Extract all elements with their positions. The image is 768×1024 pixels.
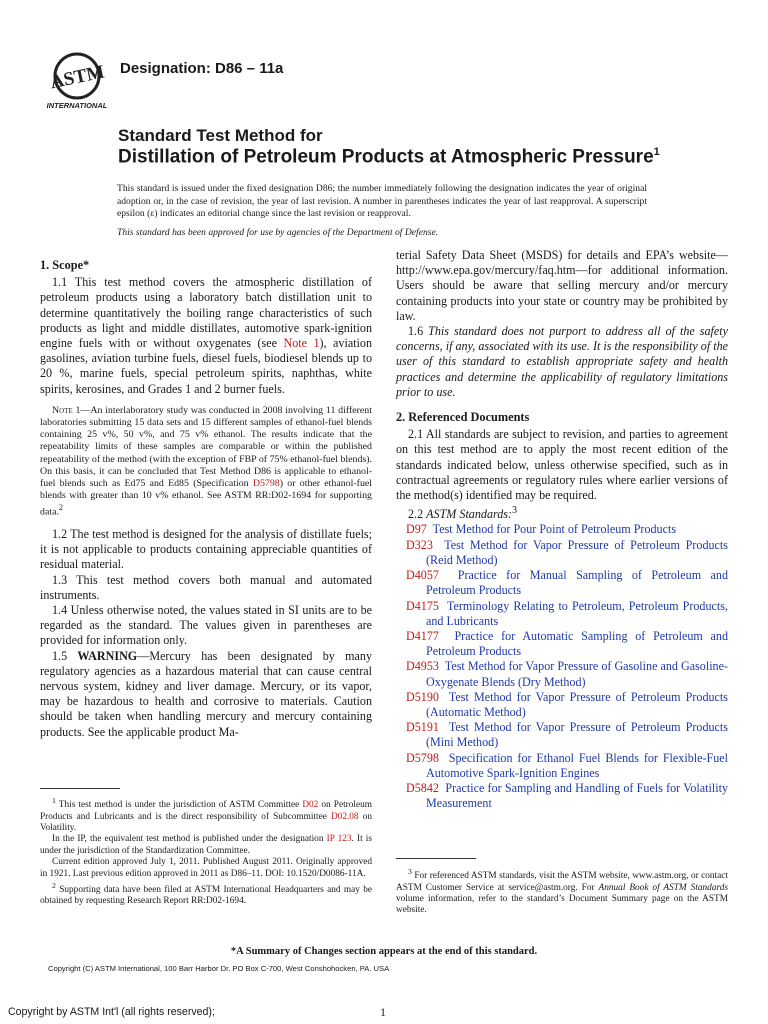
- reference-code[interactable]: D5191: [406, 720, 439, 735]
- astm-logo-mark: [42, 50, 112, 112]
- note-text-a: —An interlaboratory study was conducted in 2008 involving 11 different laboratories submitting 15 data sets and 15 different samples of ethanol-fuel blends containing 25 v%, 50 v%, and 75 v% ethanol. The results indicate that the repeatability limits of these samples are comparable or within the published repeatability of the method (with the exception of FBP of 75% ethanol-fuel blends). On this basis, it can be concluded that Test Method D86 is applicable to ethanol-fuel blends such as Ed75 and Ed85 (Specification: [40, 404, 372, 490]
- copyright-address: Copyright (C) ASTM International, 100 Barr Harbor Dr. PO Box C-700, West Conshohocken, PA. USA: [48, 964, 390, 973]
- reference-code[interactable]: D4953: [406, 659, 439, 674]
- footnotes-right: [396, 866, 728, 917]
- copyright-notice: Copyright by ASTM Int'l (all rights reserved);: [8, 1006, 215, 1018]
- reference-item[interactable]: [396, 720, 728, 750]
- paragraph-1-5: [40, 649, 372, 740]
- reference-title[interactable]: Practice for Automatic Sampling of Petroleum and Petroleum Products: [426, 628, 728, 659]
- left-column: [40, 258, 372, 740]
- fn1-text-b: on Petroleum Products and Lubricants and is the direct responsibility of Subcommittee: [40, 800, 372, 822]
- reference-item[interactable]: [396, 781, 728, 811]
- astm-logo: [42, 50, 112, 112]
- reference-title[interactable]: Test Method for Vapor Pressure of Gasoline and Gasoline-Oxygenate Blends (Dry Method): [426, 659, 728, 689]
- footnote-1: [40, 795, 372, 834]
- note-text-b: ) or other ethanol-fuel blends with greater than 10 v% ethanol. See ASTM RR:D02-1694 for supporting data.: [40, 478, 373, 518]
- footnote-2-label: 2: [52, 880, 56, 890]
- preamble: This standard is issued under the fixed designation D86; the number immediately following the designation indicates the year of original adoption or, in the case of revision, the year of last revision. A number in parentheses indicates the year of last reapproval. A superscript epsilon (ε) indicates an editorial change since the last revision or reapproval.: [117, 183, 647, 220]
- page-number: 1: [380, 1005, 386, 1019]
- paragraph-1-3: 1.3 This test method covers both manual and automated instruments.: [40, 572, 372, 602]
- title-text: Distillation of Petroleum Products at Atmospheric Pressure: [118, 146, 654, 168]
- note-label: Note 1: [52, 404, 81, 416]
- astm-standards-label: ASTM Standards:: [426, 507, 513, 522]
- reference-code[interactable]: D5842: [406, 780, 439, 795]
- logo-subtext: INTERNATIONAL: [46, 101, 108, 110]
- reference-item[interactable]: [396, 538, 728, 568]
- p1-1-text-b: ), aviation gasolines, aviation turbine fuels, diesel fuels, biodiesel blends up to 20 %, marine fuels, special petroleum spirits, naphthas, white spirits, kerosines, and Grades 1 and 2 burner fuels.: [40, 336, 372, 396]
- fn3-italic: Annual Book of ASTM Standards: [598, 882, 728, 893]
- reference-item[interactable]: [396, 659, 728, 689]
- footnote-3: [396, 866, 728, 917]
- paragraph-1-2: 1.2 The test method is designed for the analysis of distillate fuels; it is not applicable to products containing appreciable quantities of residual material.: [40, 526, 372, 572]
- logo-text: ASTM: [48, 61, 107, 94]
- reference-title[interactable]: Test Method for Pour Point of Petroleum Products: [432, 522, 677, 537]
- reference-item[interactable]: [396, 629, 728, 659]
- reference-item[interactable]: [396, 568, 728, 598]
- note-1-link[interactable]: Note 1: [283, 336, 320, 351]
- reference-title[interactable]: Test Method for Vapor Pressure of Petroleum Products (Reid Method): [426, 537, 728, 567]
- paragraph-1-4: 1.4 Unless otherwise noted, the values stated in SI units are to be regarded as the standard. The values given in parentheses are provided for information only.: [40, 602, 372, 648]
- approval-statement: This standard has been approved for use by agencies of the Department of Defense.: [117, 227, 439, 238]
- ip-123-link[interactable]: IP 123: [326, 834, 352, 845]
- reference-title[interactable]: Test Method for Vapor Pressure of Petroleum Products (Automatic Method): [426, 689, 728, 719]
- fn3-text-b: volume information, refer to the standard’s Document Summary page on the ASTM website.: [396, 893, 728, 916]
- reference-item[interactable]: [396, 690, 728, 720]
- reference-item[interactable]: [396, 751, 728, 781]
- fn1-ip-text-a: In the IP, the equivalent test method is published under the designation: [52, 834, 327, 845]
- paragraph-1-5-continued: terial Safety Data Sheet (MSDS) for details and EPA’s website—http://www.epa.gov/mercury/faq.htm—for additional information. Users should be aware that selling mercury and/or mercury containing products into your state or country may be prohibited by law.: [396, 248, 728, 323]
- paragraph-2-1: 2.1 All standards are subject to revision, and parties to agreement on this test method are to apply the most recent edition of the standards indicated below, unless otherwise specified, such as in contractual agreements or regulatory rules where earlier versions of the method(s) identified may be required.: [396, 427, 728, 503]
- fn3-text-a: For referenced ASTM standards, visit the ASTM website, www.astm.org, or contact ASTM Customer Service at service@astm.org. For: [396, 871, 728, 893]
- reference-code[interactable]: D4175: [406, 598, 439, 613]
- reference-title[interactable]: Practice for Sampling and Handling of Fuels for Volatility Measurement: [426, 780, 729, 811]
- reference-code[interactable]: D5798: [406, 750, 439, 765]
- p1-6-num: 1.6: [408, 324, 429, 339]
- footnote-3-mark[interactable]: 3: [512, 505, 518, 517]
- reference-title[interactable]: Practice for Manual Sampling of Petroleum and Petroleum Products: [426, 568, 728, 598]
- footnote-3-label: 3: [408, 867, 412, 876]
- footnotes-left: [40, 795, 372, 908]
- reference-code[interactable]: D5190: [406, 689, 439, 704]
- fn1-text-c: on Volatility.: [40, 811, 372, 833]
- summary-of-changes-note: *A Summary of Changes section appears at the end of this standard.: [230, 946, 538, 957]
- note-1: [40, 405, 372, 519]
- section-heading-references: 2. Referenced Documents: [396, 410, 530, 425]
- reference-title[interactable]: Test Method for Vapor Pressure of Petroleum Products (Mini Method): [426, 720, 728, 750]
- designation: Designation: D86 – 11a: [120, 60, 284, 77]
- section-heading-scope: 1. Scope*: [40, 258, 90, 272]
- d02-link[interactable]: D02: [302, 800, 319, 811]
- footnote-1-edition: Current edition approved July 1, 2011. Published August 2011. Originally approved in 1921. Last previous edition approved in 2011 as D86–11. DOI: 10.1520/D0086-11A.: [40, 857, 372, 879]
- paragraph-2-2: [396, 503, 728, 522]
- fn1-text-a: This test method is under the jurisdiction of ASTM Committee: [55, 800, 303, 811]
- p1-1-text-a: 1.1 This test method covers the atmospheric distillation of petroleum products using a laboratory batch distillation unit to determine quantitatively the boiling range characteristics of such products as light and middle distillates, automotive spark-ignition engine fuels with or without oxygenates (see: [40, 275, 372, 351]
- reference-item[interactable]: [396, 522, 728, 537]
- reference-code[interactable]: D323: [406, 537, 433, 552]
- footnote-1-ip: [40, 834, 372, 857]
- reference-code[interactable]: D4057: [406, 568, 439, 583]
- d02-08-link[interactable]: D02.08: [330, 811, 359, 822]
- footnote-2-mark[interactable]: 2: [58, 503, 64, 513]
- footnote-2: [40, 880, 372, 908]
- title-line2: [118, 146, 660, 168]
- p1-6-text: This standard does not purport to address all of the safety concerns, if any, associated with its use. It is the responsibility of the user of this standard to establish appropriate safety and health practices and determine the applicability of regulatory limitations prior to use.: [396, 324, 728, 399]
- d5798-link[interactable]: D5798: [252, 478, 280, 490]
- reference-list: [396, 522, 728, 811]
- paragraph-1-6: [396, 324, 728, 400]
- p1-5-text: —Mercury has been designated by many regulatory agencies as a hazardous material that can cause central nervous system, kidney and liver damage. Mercury, or its vapor, may be hazardous to health and corrosive to materials. Caution should be taken when handling mercury and mercury containing products. See the applicable product Ma-: [40, 648, 372, 739]
- paragraph-1-1: [40, 275, 372, 397]
- reference-code[interactable]: D4177: [406, 628, 439, 643]
- reference-item[interactable]: [396, 599, 728, 629]
- fn2-text: Supporting data have been filed at ASTM International Headquarters and may be obtained by requesting Research Report RR:D02-1694.: [40, 885, 372, 907]
- p1-5-num: 1.5: [52, 648, 78, 663]
- warning-label: WARNING: [77, 648, 138, 663]
- reference-title[interactable]: Terminology Relating to Petroleum, Petroleum Products, and Lubricants: [426, 598, 728, 628]
- footnote-divider-left: [40, 788, 120, 789]
- right-column: [396, 248, 728, 811]
- title-footnote-mark[interactable]: 1: [653, 146, 660, 158]
- reference-code[interactable]: D97: [406, 522, 427, 537]
- p2-2-num: 2.2: [408, 507, 427, 522]
- footnote-1-label: 1: [52, 796, 56, 805]
- footnote-divider-right: [396, 858, 476, 859]
- title-line1: Standard Test Method for: [118, 126, 323, 145]
- fn1-ip-text-b: . It is under the jurisdiction of the Standardization Committee.: [40, 834, 372, 856]
- reference-title[interactable]: Specification for Ethanol Fuel Blends for Flexible-Fuel Automotive Spark-Ignition Engines: [426, 750, 728, 780]
